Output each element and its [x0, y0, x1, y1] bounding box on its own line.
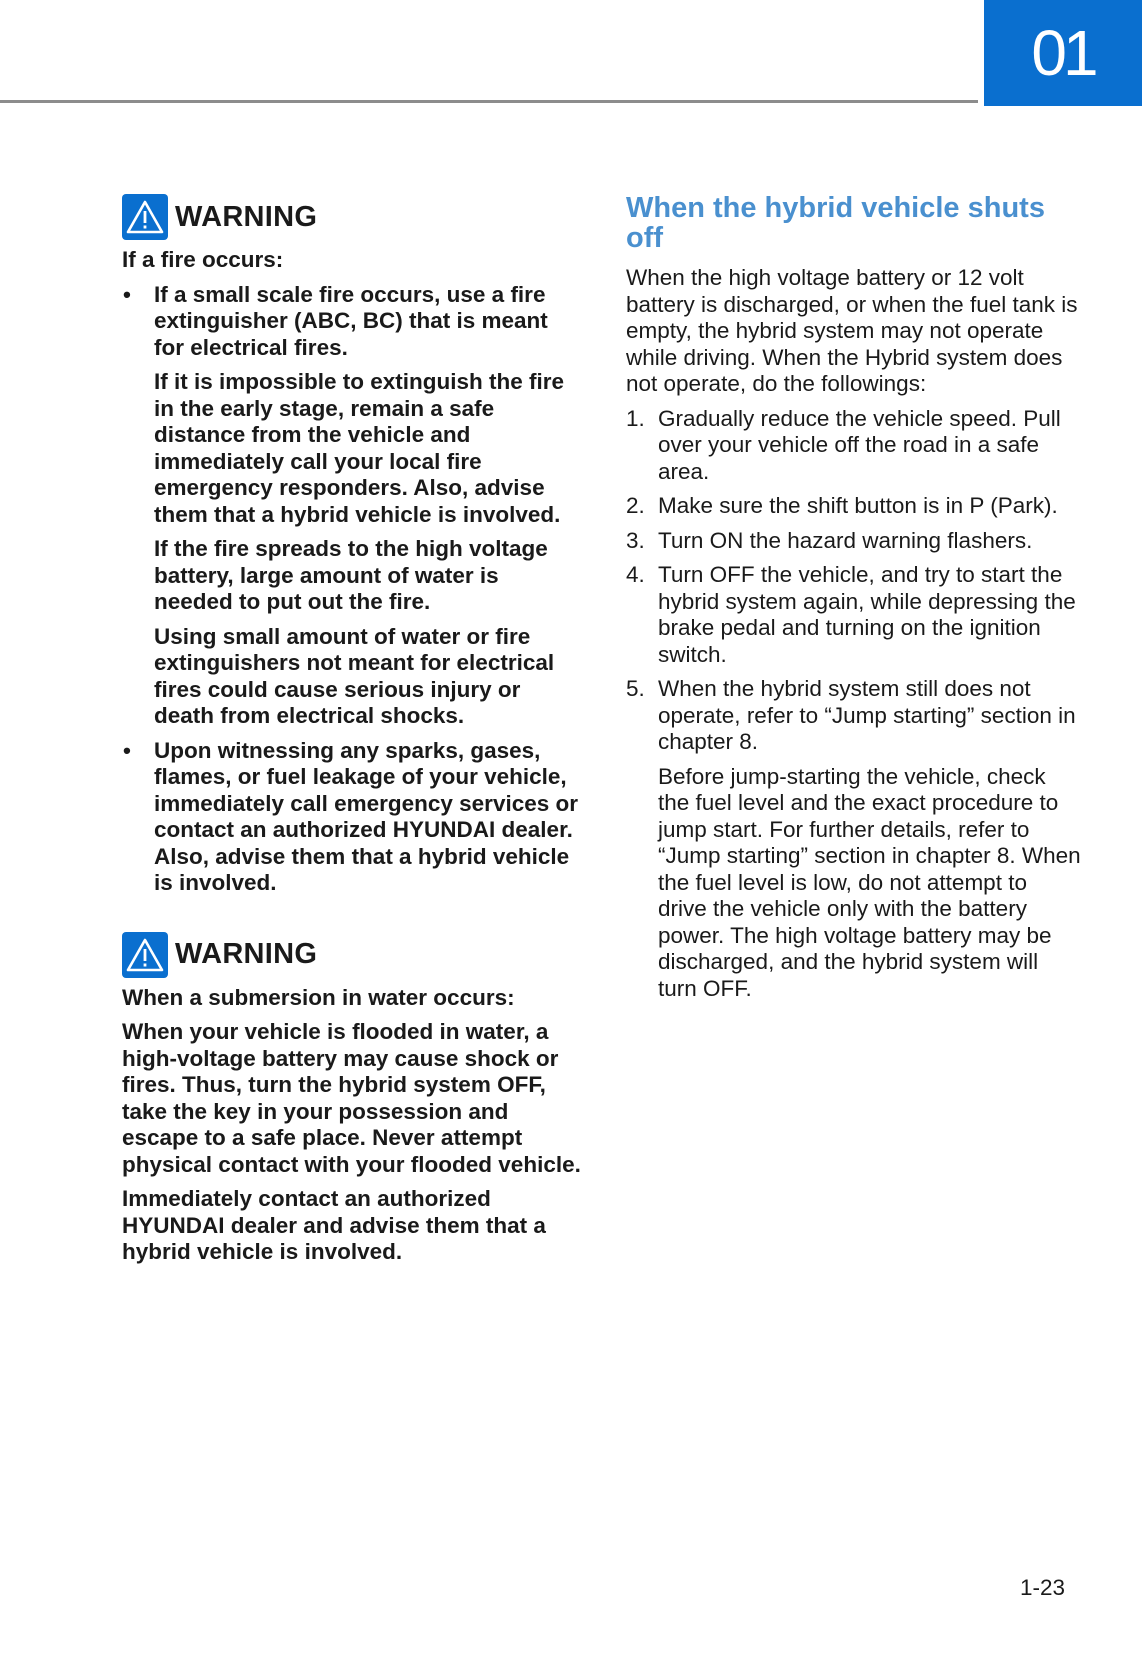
- chapter-tab: [984, 0, 1142, 106]
- step-item: [626, 562, 1081, 668]
- bullet-paragraph: Upon witnessing any sparks, gases, flames, or fuel leakage of your vehicle, immediately call emergency services or contact an authorized HYUNDAI dealer. Also, advise them that a hybrid vehicle is involved.: [154, 737, 578, 895]
- submersion-warning: [122, 931, 582, 1266]
- bullet-item: [122, 738, 582, 897]
- warning-triangle-icon: [122, 194, 168, 240]
- step-text: Gradually reduce the vehicle speed. Pull over your vehicle off the road in a safe area.: [658, 405, 1061, 484]
- header-rule: [0, 100, 978, 103]
- bullet-dot: •: [123, 281, 131, 307]
- step-number: 3.: [626, 527, 645, 553]
- step-item: [626, 676, 1081, 1002]
- warning-intro: If a fire occurs:: [122, 247, 284, 272]
- step-text: Before jump-starting the vehicle, check the fuel level and the exact procedure to jump start. For further details, refer to “Jump starting” section in chapter 8. When the fuel level is low, do not attempt to drive the vehicle only with the battery power. The high voltage battery may be discharged, and the hybrid system will turn OFF.: [658, 763, 1081, 1001]
- step-text: Turn ON the hazard warning flashers.: [658, 527, 1033, 553]
- step-number: 5.: [626, 676, 645, 701]
- warning-intro: When a submersion in water occurs:: [122, 984, 515, 1010]
- section-title: When the hybrid vehicle shuts off: [626, 192, 1045, 254]
- warning-header: [122, 193, 582, 241]
- right-column: [626, 193, 1081, 1010]
- step-item: [626, 528, 1081, 555]
- fire-bullet-list: [122, 282, 582, 897]
- section-intro: When the high voltage battery or 12 volt battery is discharged, or when the fuel tank is empty, the hybrid system may not operate while driving. When the Hybrid system does not operate, do the followings:: [626, 265, 1078, 396]
- bullet-dot: •: [123, 737, 131, 763]
- step-text: Turn OFF the vehicle, and try to start the hybrid system again, while depressing the brake pedal and turning on the ignition switch.: [658, 562, 1076, 667]
- bullet-item: [122, 282, 582, 730]
- fire-warning: [122, 193, 582, 897]
- left-column: [122, 193, 582, 1300]
- step-item: [626, 406, 1081, 486]
- warning-paragraph: Immediately contact an authorized HYUNDAI dealer and advise them that a hybrid vehicle is involved.: [122, 1186, 546, 1264]
- chapter-number: 01: [1031, 17, 1095, 89]
- step-item: [626, 493, 1081, 520]
- step-number: 1.: [626, 405, 645, 431]
- warning-title: WARNING: [175, 200, 318, 233]
- warning-title: WARNING: [175, 938, 318, 970]
- steps-list: [626, 406, 1081, 1003]
- bullet-paragraph: If the fire spreads to the high voltage battery, large amount of water is needed to put out the fire.: [154, 536, 548, 614]
- warning-header: [122, 931, 582, 979]
- step-text: When the hybrid system still does not operate, refer to “Jump starting” section in chapter 8.: [658, 676, 1076, 754]
- bullet-paragraph: Using small amount of water or fire extinguishers not meant for electrical fires could cause serious injury or death from electrical shocks.: [154, 623, 555, 728]
- step-text: Make sure the shift button is in P (Park).: [658, 493, 1058, 518]
- warning-paragraph: When your vehicle is flooded in water, a high-voltage battery may cause shock or fires. Thus, turn the hybrid system OFF, take the key in your possession and escape to a safe place. Never attempt physical contact with your flooded vehicle.: [122, 1019, 581, 1177]
- page-number: 1-23: [1020, 1575, 1066, 1600]
- warning-triangle-icon: [122, 932, 168, 978]
- bullet-paragraph: If a small scale fire occurs, use a fire extinguisher (ABC, BC) that is meant for electrical fires.: [154, 281, 548, 360]
- step-number: 2.: [626, 493, 645, 518]
- bullet-paragraph: If it is impossible to extinguish the fire in the early stage, remain a safe distance from the vehicle and immediately call your local fire emergency responders. Also, advise them that a hybrid vehicle is involved.: [154, 369, 565, 527]
- step-number: 4.: [626, 562, 645, 587]
